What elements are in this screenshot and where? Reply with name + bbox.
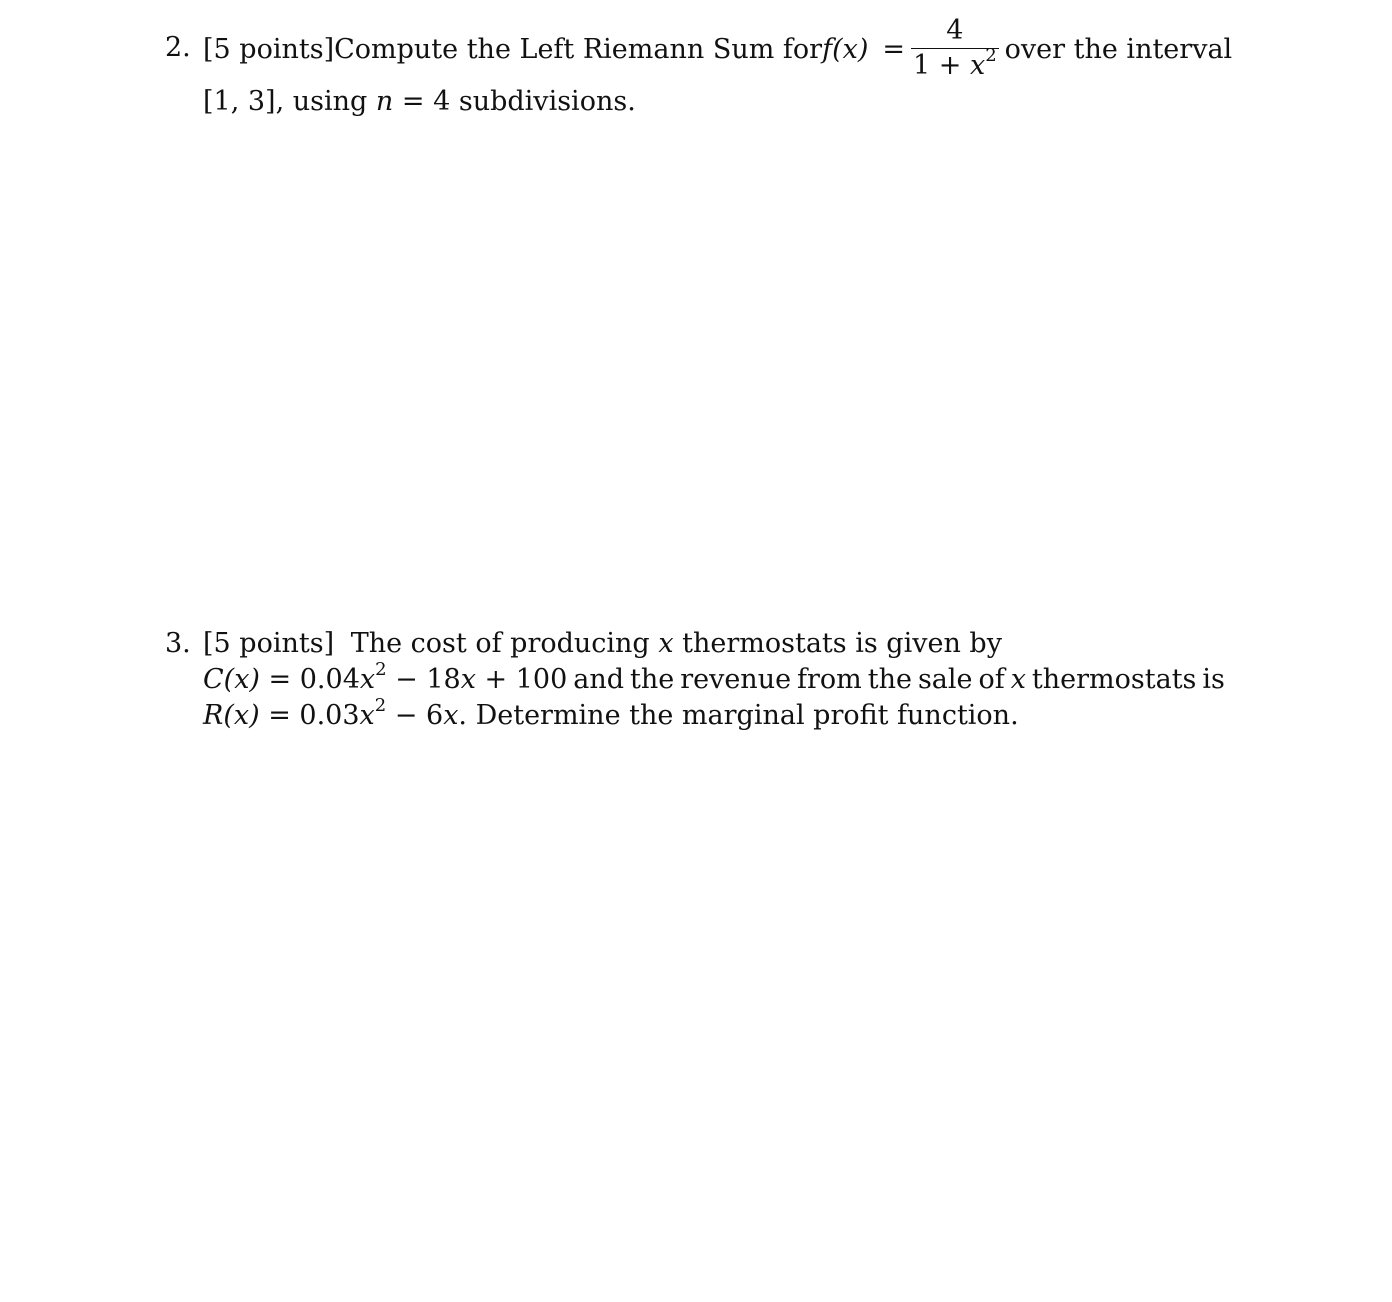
problem-3-number: 3. (165, 628, 191, 659)
denominator-constant: 1 + (913, 49, 970, 81)
revenue-lhs: R(x) (203, 700, 260, 731)
n-variable: n (375, 86, 394, 117)
n-equals: = 4 subdivisions. (393, 86, 636, 117)
problem-3 (165, 626, 1225, 734)
word-thermostats: thermostats (1031, 664, 1197, 695)
word-sale: sale (917, 664, 973, 695)
cost-function (203, 659, 568, 698)
revenue-x: x (359, 700, 375, 731)
fraction (911, 17, 999, 80)
problem-2-points: [5 points] (203, 33, 335, 65)
fraction-numerator: 4 (946, 15, 964, 47)
cost-rest-a: − 18 (386, 664, 461, 695)
problem-3-line1-a: The cost of producing (350, 628, 650, 659)
problem-2-line-2 (203, 84, 1225, 120)
fraction-denominator (911, 44, 999, 81)
revenue-x2: x (443, 700, 459, 731)
problem-2-text-a: Compute the Left Riemann Sum for (334, 33, 823, 65)
problem-3-line1-b: thermostats is given by (682, 628, 1002, 659)
equals-sign: = (882, 33, 905, 65)
problem-3-points: [5 points] (203, 628, 335, 659)
revenue-eq: = 0.03 (259, 700, 360, 731)
cost-x: x (359, 664, 376, 695)
line2-variable: x (1010, 664, 1026, 695)
revenue-exp: 2 (374, 695, 387, 716)
denominator-exponent: 2 (985, 44, 997, 66)
interval: [1, 3], (203, 86, 285, 117)
word-revenue: revenue (680, 664, 792, 695)
word-of: of (978, 664, 1005, 695)
cost-exp: 2 (375, 659, 387, 680)
function-name: f(x) (822, 33, 869, 65)
problem-3-line-2 (203, 659, 1225, 698)
function-lhs (822, 17, 1005, 80)
problem-2-number: 2. (165, 32, 191, 63)
problem-3-line-3 (203, 695, 1225, 734)
cost-eq: = 0.04 (268, 664, 360, 695)
cost-x2: x (460, 664, 476, 695)
problem-2-text-b: over the interval (1004, 33, 1233, 65)
denominator-variable: x (969, 49, 986, 81)
problem-2-line-1 (165, 8, 1233, 84)
revenue-end: . Determine the marginal profit function. (458, 700, 1019, 731)
word-the-1: the (630, 664, 675, 695)
cost-lhs: C(x) (203, 664, 260, 695)
word-from: from (797, 664, 862, 695)
problem-2 (165, 8, 1233, 120)
problem-2-text-c: using (292, 86, 368, 117)
cost-rest-b: + 100 (475, 664, 568, 695)
revenue-rest-a: − 6 (386, 700, 444, 731)
word-is: is (1202, 664, 1225, 695)
word-the-2: the (867, 664, 912, 695)
problem-3-line-1 (165, 626, 1225, 662)
word-and: and (573, 664, 625, 695)
line1-variable: x (658, 628, 674, 659)
